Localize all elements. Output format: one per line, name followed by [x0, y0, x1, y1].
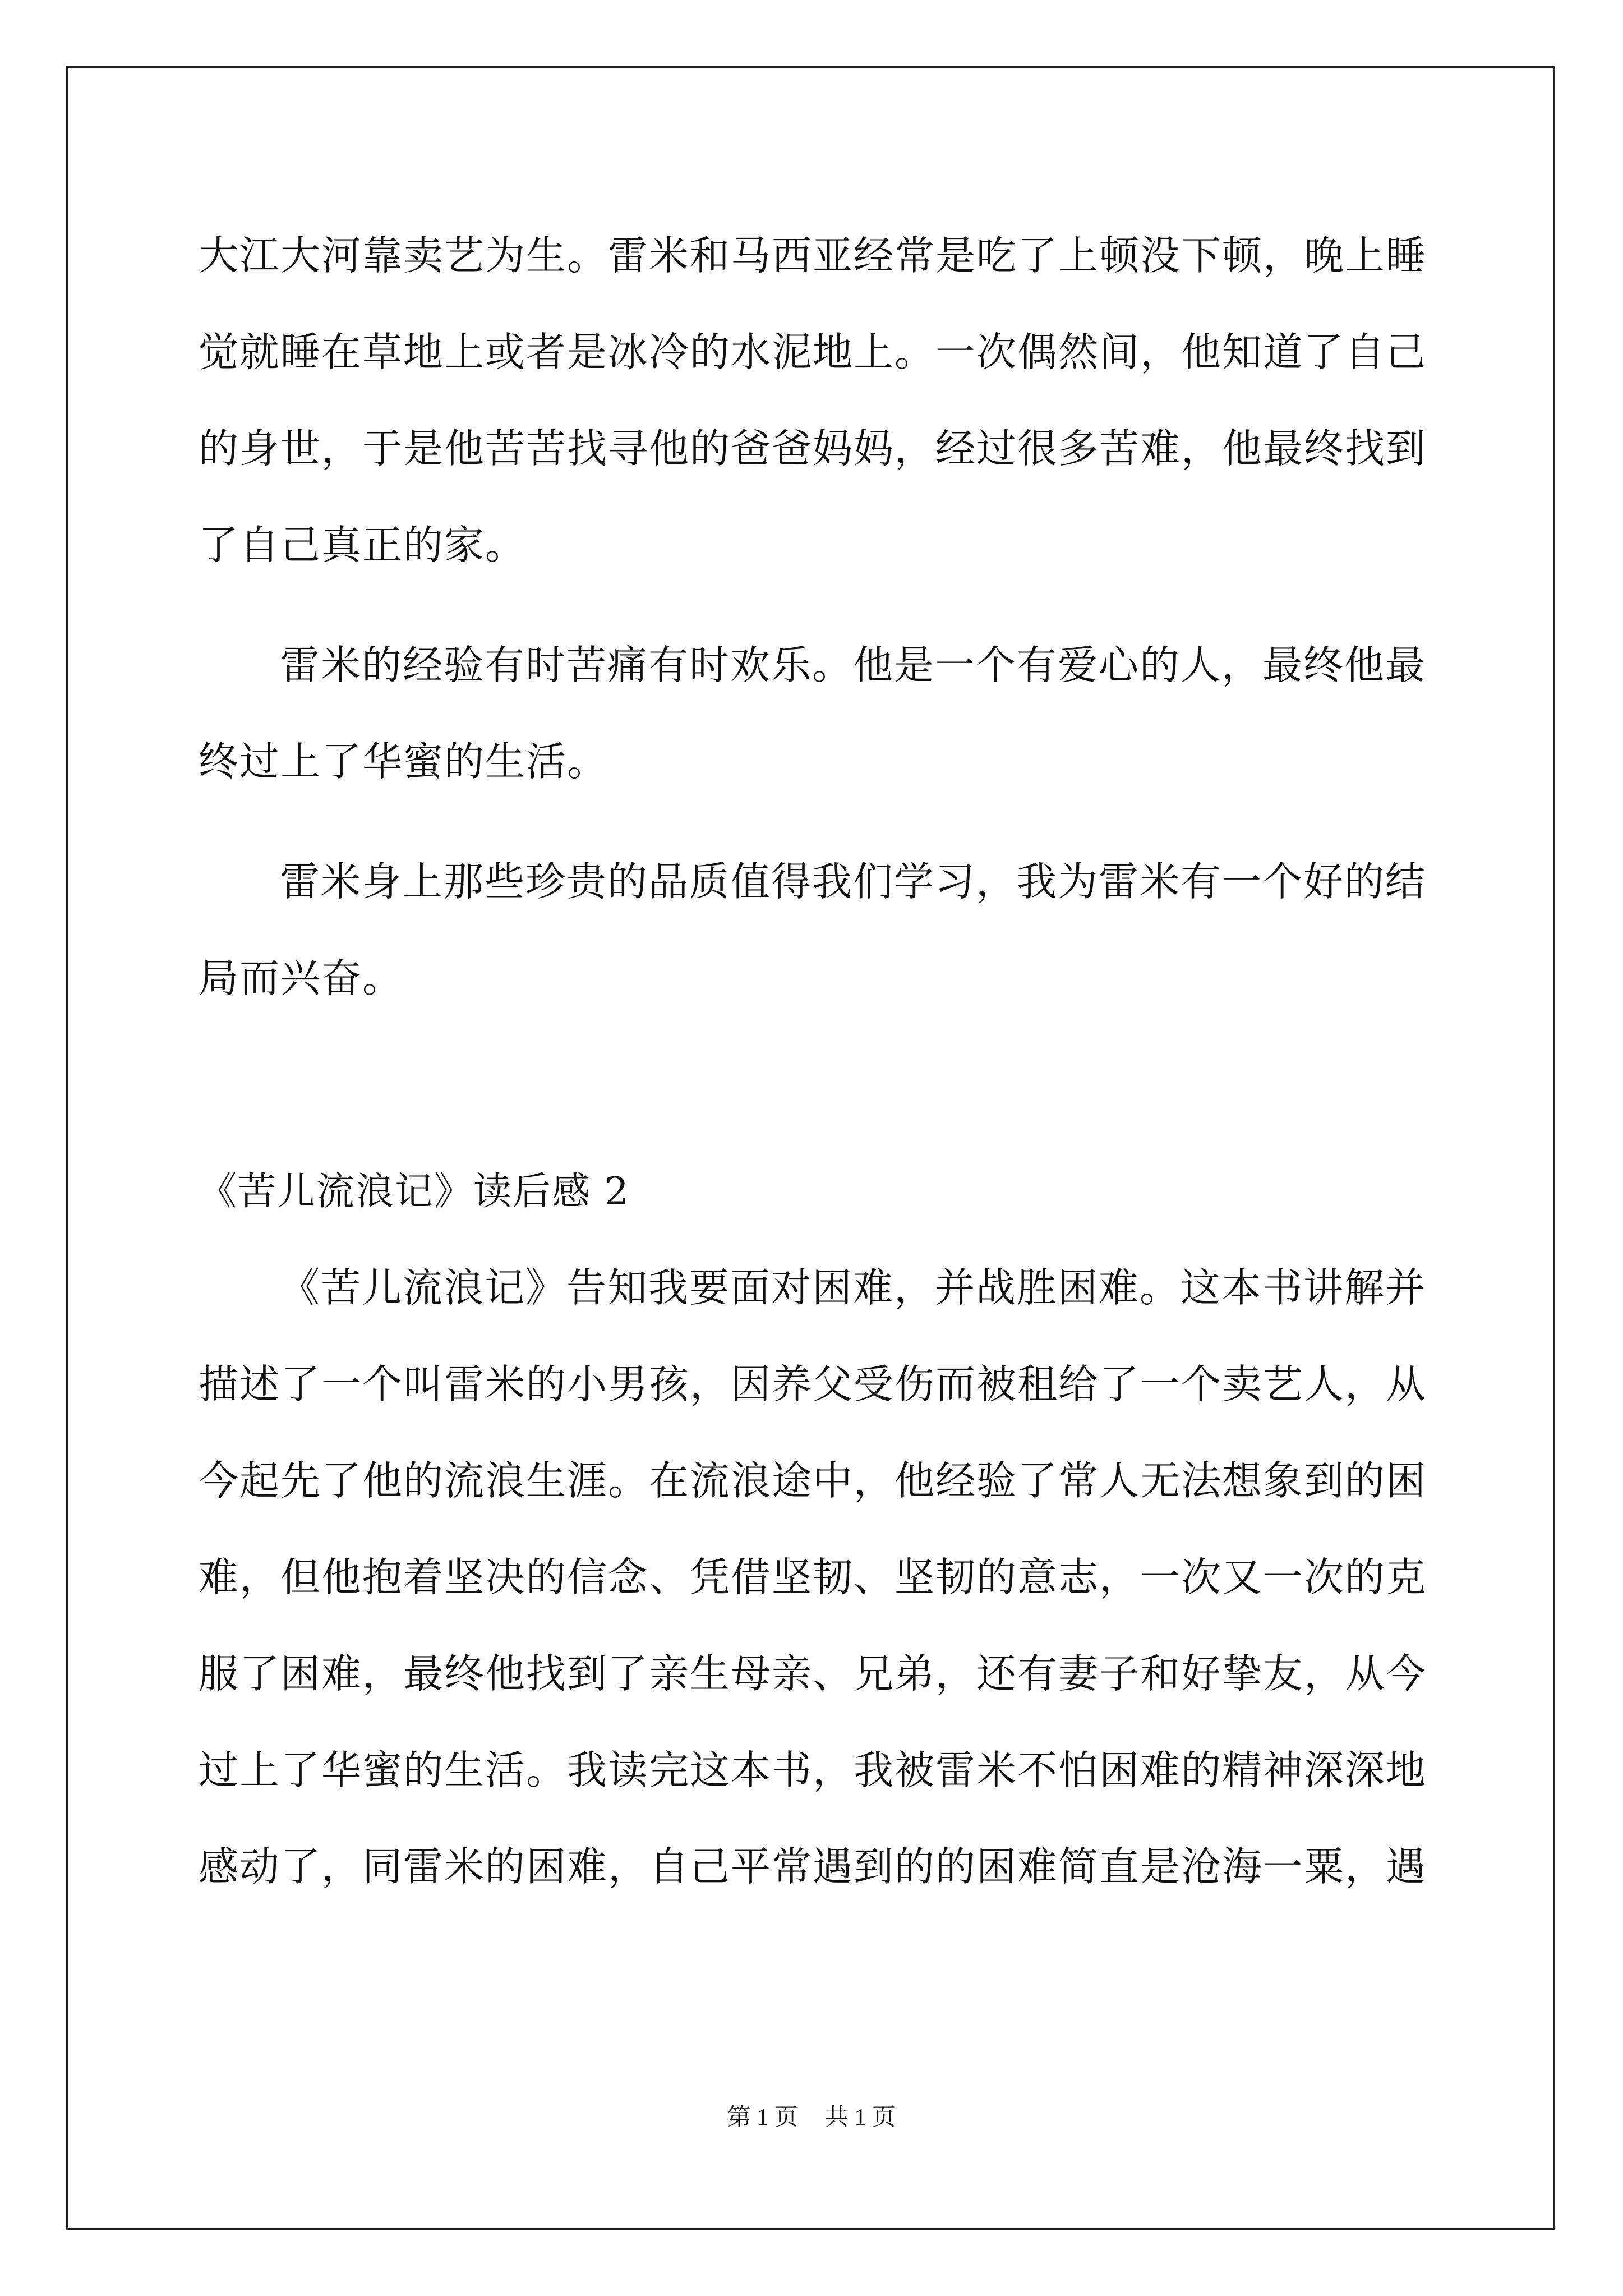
paragraph	[199, 208, 1427, 593]
page-footer	[0, 2101, 1623, 2134]
text-line: 难，但他抱着坚决的信念、凭借坚韧、坚韧的意志，一次又一次的克	[199, 1554, 1427, 1600]
paragraph	[199, 834, 1427, 1027]
text-line: 雷米的经验有时苦痛有时欢乐。他是一个有爱心的人，最终他最	[280, 642, 1427, 688]
paragraph-spacing	[199, 593, 1427, 617]
section-spacing	[199, 1027, 1427, 1144]
text-line: 《苦儿流浪记》告知我要面对困难，并战胜困难。这本书讲解并	[280, 1264, 1427, 1311]
document-body	[199, 208, 1427, 1915]
text-line: 雷米身上那些珍贵的品质值得我们学习，我为雷米有一个好的结	[280, 858, 1427, 905]
paragraph-spacing	[199, 810, 1427, 834]
paragraph	[199, 617, 1427, 810]
text-line: 终过上了华蜜的生活。	[199, 738, 608, 785]
page-total: 共 1 页	[825, 2105, 896, 2131]
section-title: 《苦儿流浪记》读后感 2	[199, 1170, 630, 1214]
text-line: 服了困难，最终他找到了亲生母亲、兄弟，还有妻子和好挚友，从今	[199, 1650, 1427, 1697]
paragraph	[199, 1240, 1427, 1915]
text-line: 过上了华蜜的生活。我读完这本书，我被雷米不怕困难的精神深深地	[199, 1747, 1427, 1793]
text-line: 今起先了他的流浪生涯。在流浪途中，他经验了常人无法想象到的困	[199, 1457, 1427, 1504]
text-line: 描述了一个叫雷米的小男孩，因养父受伤而被租给了一个卖艺人，从	[199, 1361, 1427, 1407]
page-number: 第 1 页	[727, 2105, 798, 2131]
text-line: 的身世，于是他苦苦找寻他的爸爸妈妈，经过很多苦难，他最终找到	[199, 425, 1427, 472]
text-line: 觉就睡在草地上或者是冰冷的水泥地上。一次偶然间，他知道了自己	[199, 329, 1427, 375]
text-line: 感动了，同雷米的困难，自己平常遇到的的困难简直是沧海一粟，遇	[199, 1843, 1427, 1890]
text-line: 局而兴奋。	[199, 955, 404, 1001]
text-line: 大江大河靠卖艺为生。雷米和马西亚经常是吃了上顿没下顿，晚上睡	[199, 232, 1427, 279]
text-line: 了自己真正的家。	[199, 522, 527, 568]
